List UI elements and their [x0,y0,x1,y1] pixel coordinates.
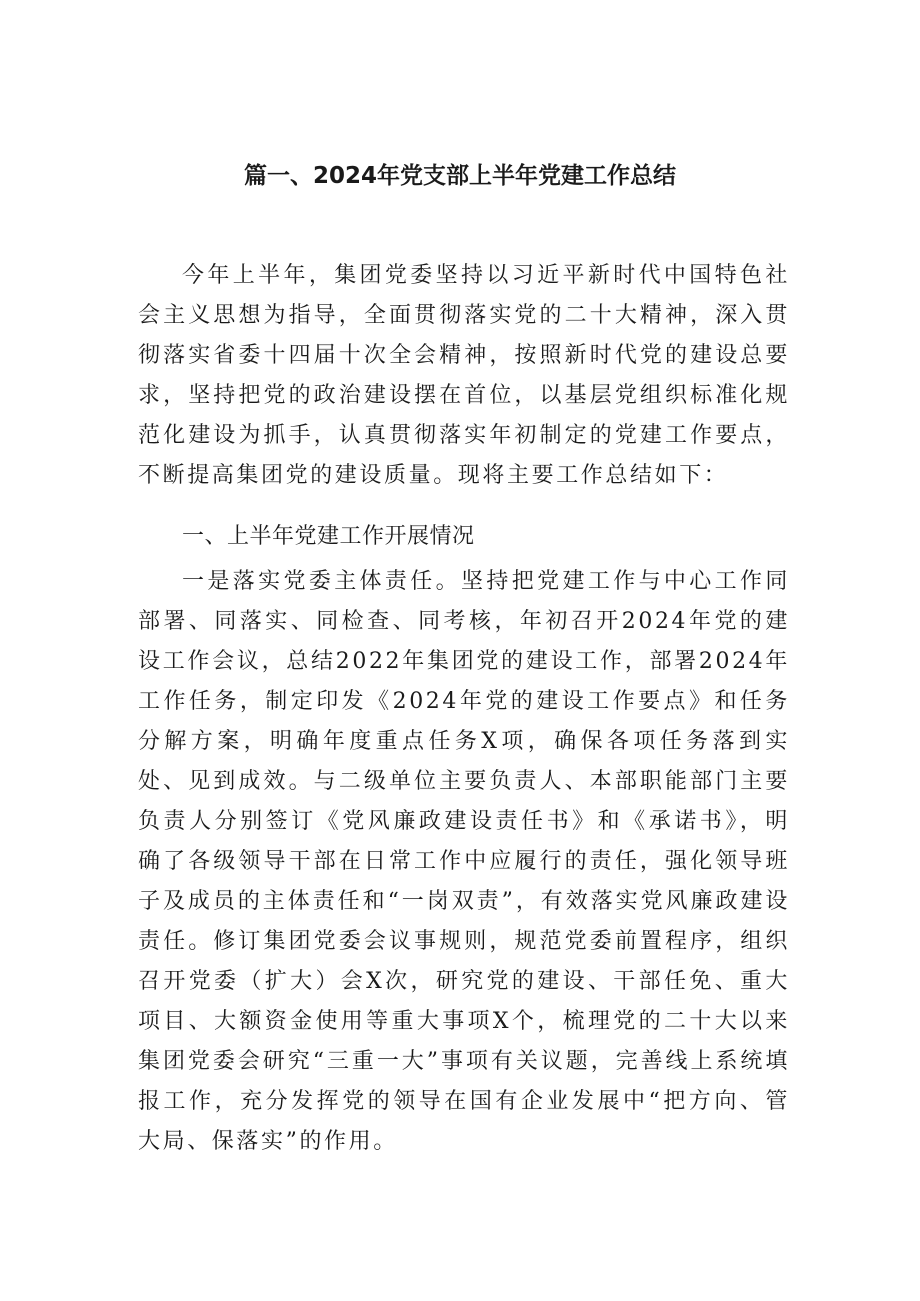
body-paragraph: 一是落实党委主体责任。坚持把党建工作与中心工作同部署、同落实、同检查、同考核，年初召开2024年党的建设工作会议，总结2022年集团党的建设工作，部署2024年工作任务，制定印发《2024年党的建设工作要点》和任务分解方案，明确年度重点任务X项，确保各项任务落到实处、见到成效。与二级单位主要负责人、本部职能部门主要负责人分别签订《党风廉政建设责任书》和《承诺书》，明确了各级领导干部在日常工作中应履行的责任，强化领导班子及成员的主体责任和“一岗双责”，有效落实党风廉政建设责任。修订集团党委会议事规则，规范党委前置程序，组织召开党委（扩大）会X次，研究党的建设、干部任免、重大项目、大额资金使用等重大事项X个，梳理党的二十大以来集团党委会研究“三重一大”事项有关议题，完善线上系统填报工作，充分发挥党的领导在国有企业发展中“把方向、管大局、保落实”的作用。 [138,569,790,1154]
section-heading: 一、上半年党建工作开展情况 [182,524,475,549]
document-title: 篇一、2024年党支部上半年党建工作总结 [243,163,676,189]
intro-paragraph: 今年上半年，集团党委坚持以习近平新时代中国特色社会主义思想为指导，全面贯彻落实党的二十大精神，深入贯彻落实省委十四届十次全会精神，按照新时代党的建设总要求，坚持把党的政治建设摆在首位，以基层党组织标准化规范化建设为抓手，认真贯彻落实年初制定的党建工作要点，不断提高集团党的建设质量。现将主要工作总结如下： [138,263,790,488]
